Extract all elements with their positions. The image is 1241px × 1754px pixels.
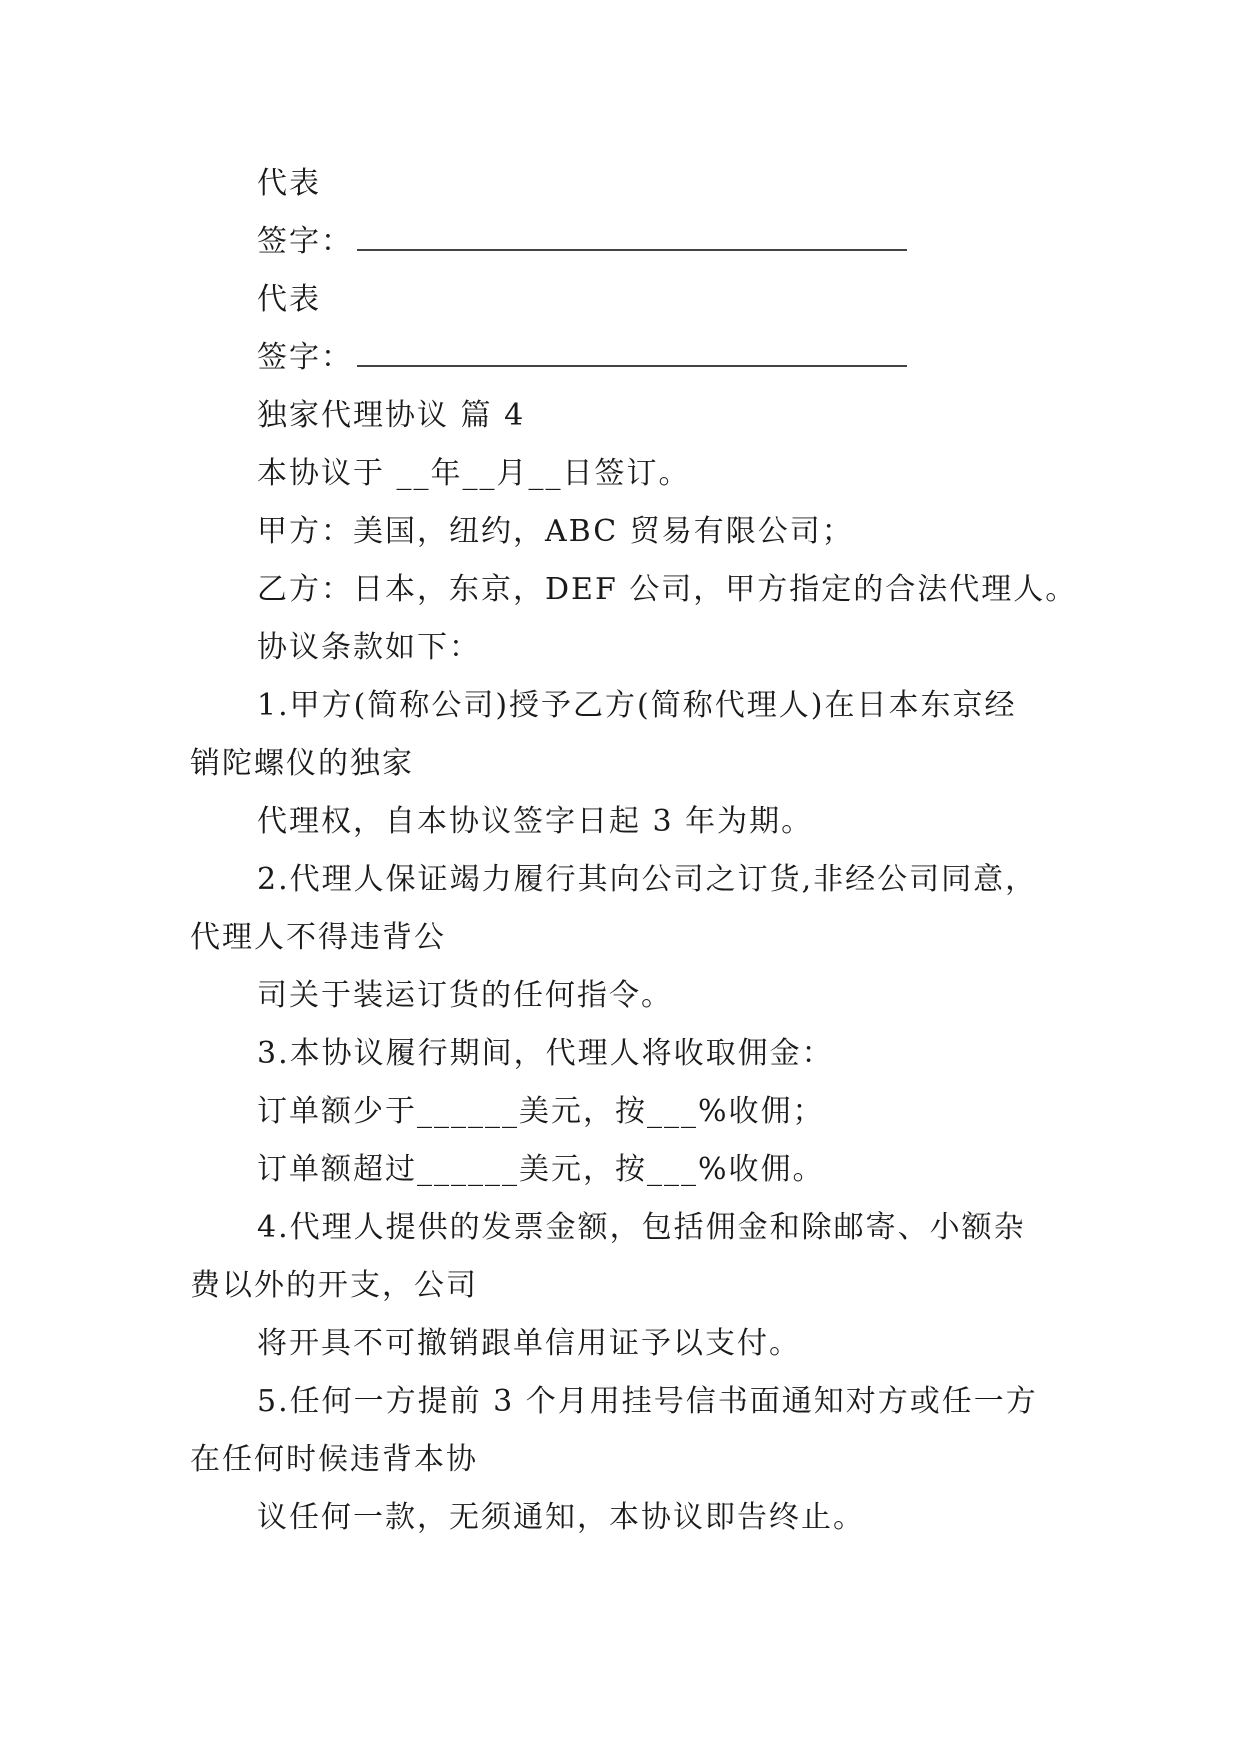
signature-row-2 xyxy=(257,338,907,378)
signature-line-1 xyxy=(357,223,907,251)
clause-2-line-1: 2.代理人保证竭力履行其向公司之订货,非经公司同意， xyxy=(257,862,1038,897)
signature-label-1: 签字： xyxy=(257,224,353,259)
agreement-date: 本协议于 __年__月__日签订。 xyxy=(257,456,691,491)
clause-1-line-2: 销陀螺仪的独家 xyxy=(190,746,414,781)
clause-3-line-2: 订单额少于______美元，按___%收佣； xyxy=(257,1094,825,1129)
clause-1-line-1: 1.甲方(简称公司)授予乙方(简称代理人)在日本东京经 xyxy=(257,688,1017,723)
party-b: 乙方：日本，东京，DEF 公司，甲方指定的合法代理人。 xyxy=(257,572,1078,607)
clause-4-line-3: 将开具不可撤销跟单信用证予以支付。 xyxy=(257,1326,801,1361)
representative-label-1: 代表 xyxy=(257,166,321,201)
clause-1-line-3: 代理权，自本协议签字日起 3 年为期。 xyxy=(257,804,814,839)
clause-5-line-3: 议任何一款，无须通知，本协议即告终止。 xyxy=(257,1500,865,1535)
clause-2-line-3: 司关于装运订货的任何指令。 xyxy=(257,978,673,1013)
signature-row-1 xyxy=(257,222,907,262)
clause-3-line-1: 3.本协议履行期间，代理人将收取佣金： xyxy=(257,1036,834,1071)
clause-5-line-2: 在任何时候违背本协 xyxy=(190,1442,478,1477)
clause-5-line-1: 5.任何一方提前 3 个月用挂号信书面通知对方或任一方 xyxy=(257,1384,1038,1419)
party-a: 甲方：美国，纽约，ABC 贸易有限公司； xyxy=(257,514,854,549)
signature-label-2: 签字： xyxy=(257,340,353,375)
clause-3-line-3: 订单额超过______美元，按___%收佣。 xyxy=(257,1152,825,1187)
clause-2-line-2: 代理人不得违背公 xyxy=(190,920,446,955)
terms-heading: 协议条款如下： xyxy=(257,630,481,665)
clause-4-line-2: 费以外的开支，公司 xyxy=(190,1268,478,1303)
section-title: 独家代理协议 篇 4 xyxy=(257,398,526,433)
representative-label-2: 代表 xyxy=(257,282,321,317)
signature-line-2 xyxy=(357,339,907,367)
clause-4-line-1: 4.代理人提供的发票金额，包括佣金和除邮寄、小额杂 xyxy=(257,1210,1026,1245)
